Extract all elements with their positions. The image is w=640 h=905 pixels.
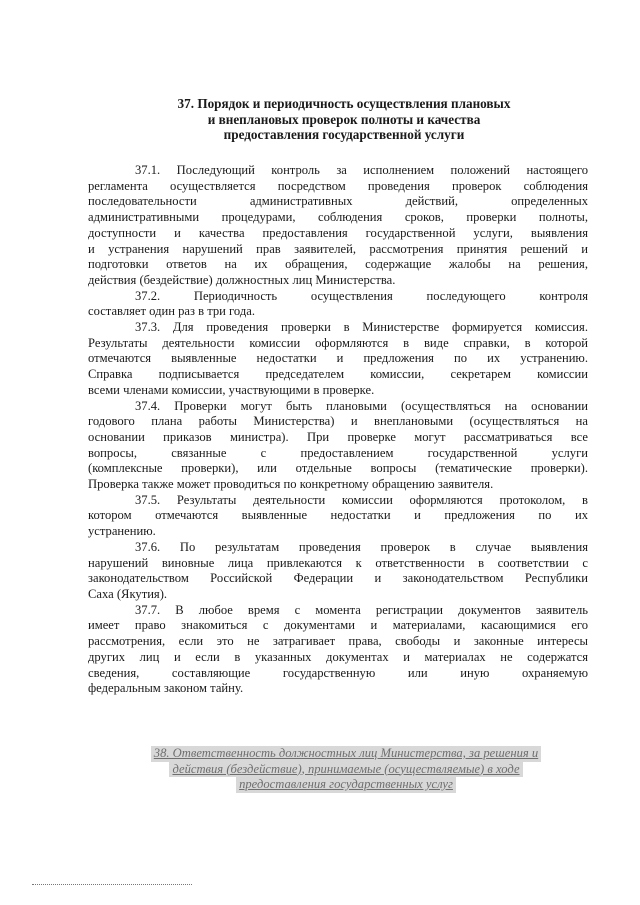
section-37-heading <box>88 96 600 143</box>
text-line: вопросы, связанные с предоставлением государственной услуги <box>88 445 588 460</box>
text-line: подготовки ответов на их обращения, содержащие жалобы на решения, <box>88 257 588 272</box>
text-line: 37.3. Для проведения проверки в Министерстве формируется комиссия. <box>135 320 588 335</box>
text-line: действия (бездействие) должностных лиц Министерства. <box>88 272 396 287</box>
heading-line: 37. Порядок и периодичность осуществления плановых <box>177 96 511 111</box>
text-line: и устранения нарушений прав заявителей, рассмотрения принятия решений и <box>88 241 588 256</box>
text-line: доступности и качества предоставления государственной услуги, выявления <box>88 225 588 240</box>
section-38-heading <box>108 746 584 793</box>
text-line: сведения, составляющие государственную или иную охраняемую <box>88 665 588 680</box>
text-line: нарушений виновные лица привлекаются к ответственности в соответствии с <box>88 555 588 570</box>
text-line: 37.1. Последующий контроль за исполнением положений настоящего <box>135 163 588 177</box>
paragraph-37-5 <box>88 493 588 540</box>
paragraph-37-3 <box>88 320 588 399</box>
text-line: 37.4. Проверки могут быть плановыми (осуществляться на основании <box>135 398 588 413</box>
text-line: регламента осуществляется посредством проведения проверок соблюдения <box>88 178 588 193</box>
heading-line: предоставления государственной услуги <box>223 127 465 142</box>
text-line: всеми членами комиссии, участвующими в проверке. <box>88 382 375 397</box>
text-line: федеральным законом тайну. <box>88 681 244 696</box>
heading-line: предоставления государственных услуг <box>236 777 456 793</box>
text-line: рассмотрения, если это не затрагивает права, свободы и законные интересы <box>88 634 588 649</box>
text-line: котором отмечаются выявленные недостатки и предложения по их <box>88 508 588 523</box>
text-line: Саха (Якутия). <box>88 586 168 601</box>
footer-dotted-rule <box>32 884 192 885</box>
text-line: 37.5. Результаты деятельности комиссии оформляются протоколом, в <box>135 492 588 507</box>
text-line: законодательством Российской Федерации и законодательством Республики <box>88 571 588 586</box>
heading-line: и внеплановых проверок полноты и качества <box>207 111 481 127</box>
text-line: имеет право знакомиться с документами и материалами, касающимися его <box>88 618 588 633</box>
text-line: устранению. <box>88 524 156 539</box>
text-line: годового плана работы Министерства) и внеплановыми (осуществляться на <box>88 414 588 429</box>
text-line: отмечаются выявленные недостатки и предложения по их устранению. <box>88 351 588 366</box>
text-line: административными процедурами, соблюдения сроков, проверки полноты, <box>88 210 588 225</box>
paragraph-37-2 <box>88 289 588 320</box>
paragraph-37-7 <box>88 603 588 697</box>
text-line: Справка подписывается председателем комиссии, секретарем комиссии <box>88 367 588 382</box>
paragraph-37-6 <box>88 540 588 603</box>
text-line: 37.7. В любое время с момента регистрации документов заявитель <box>135 602 588 617</box>
heading-line: 38. Ответственность должностных лиц Министерства, за решения и <box>151 746 541 762</box>
document-body <box>88 163 588 697</box>
text-line: других лиц и если в указанных документах и материалах не содержатся <box>88 649 588 664</box>
heading-line: действия (бездействие), принимаемые (осуществляемые) в ходе <box>169 762 522 778</box>
text-line: 37.2. Периодичность осуществления последующего контроля <box>135 288 588 303</box>
text-line: Проверка также может проводиться по конкретному обращению заявителя. <box>88 477 494 492</box>
text-line: (комплексные проверки), или отдельные вопросы (тематические проверки). <box>88 461 588 476</box>
paragraph-37-1 <box>88 163 588 289</box>
paragraph-37-4 <box>88 399 588 493</box>
text-line: составляет один раз в три года. <box>88 304 255 319</box>
text-line: последовательности административных действий, определенных <box>88 194 588 209</box>
text-line: Результаты деятельности комиссии оформляются в виде справки, в которой <box>88 335 588 350</box>
text-line: 37.6. По результатам проведения проверок в случае выявления <box>135 539 588 554</box>
text-line: основании приказов министра). При проверке могут рассматриваться все <box>88 429 588 444</box>
